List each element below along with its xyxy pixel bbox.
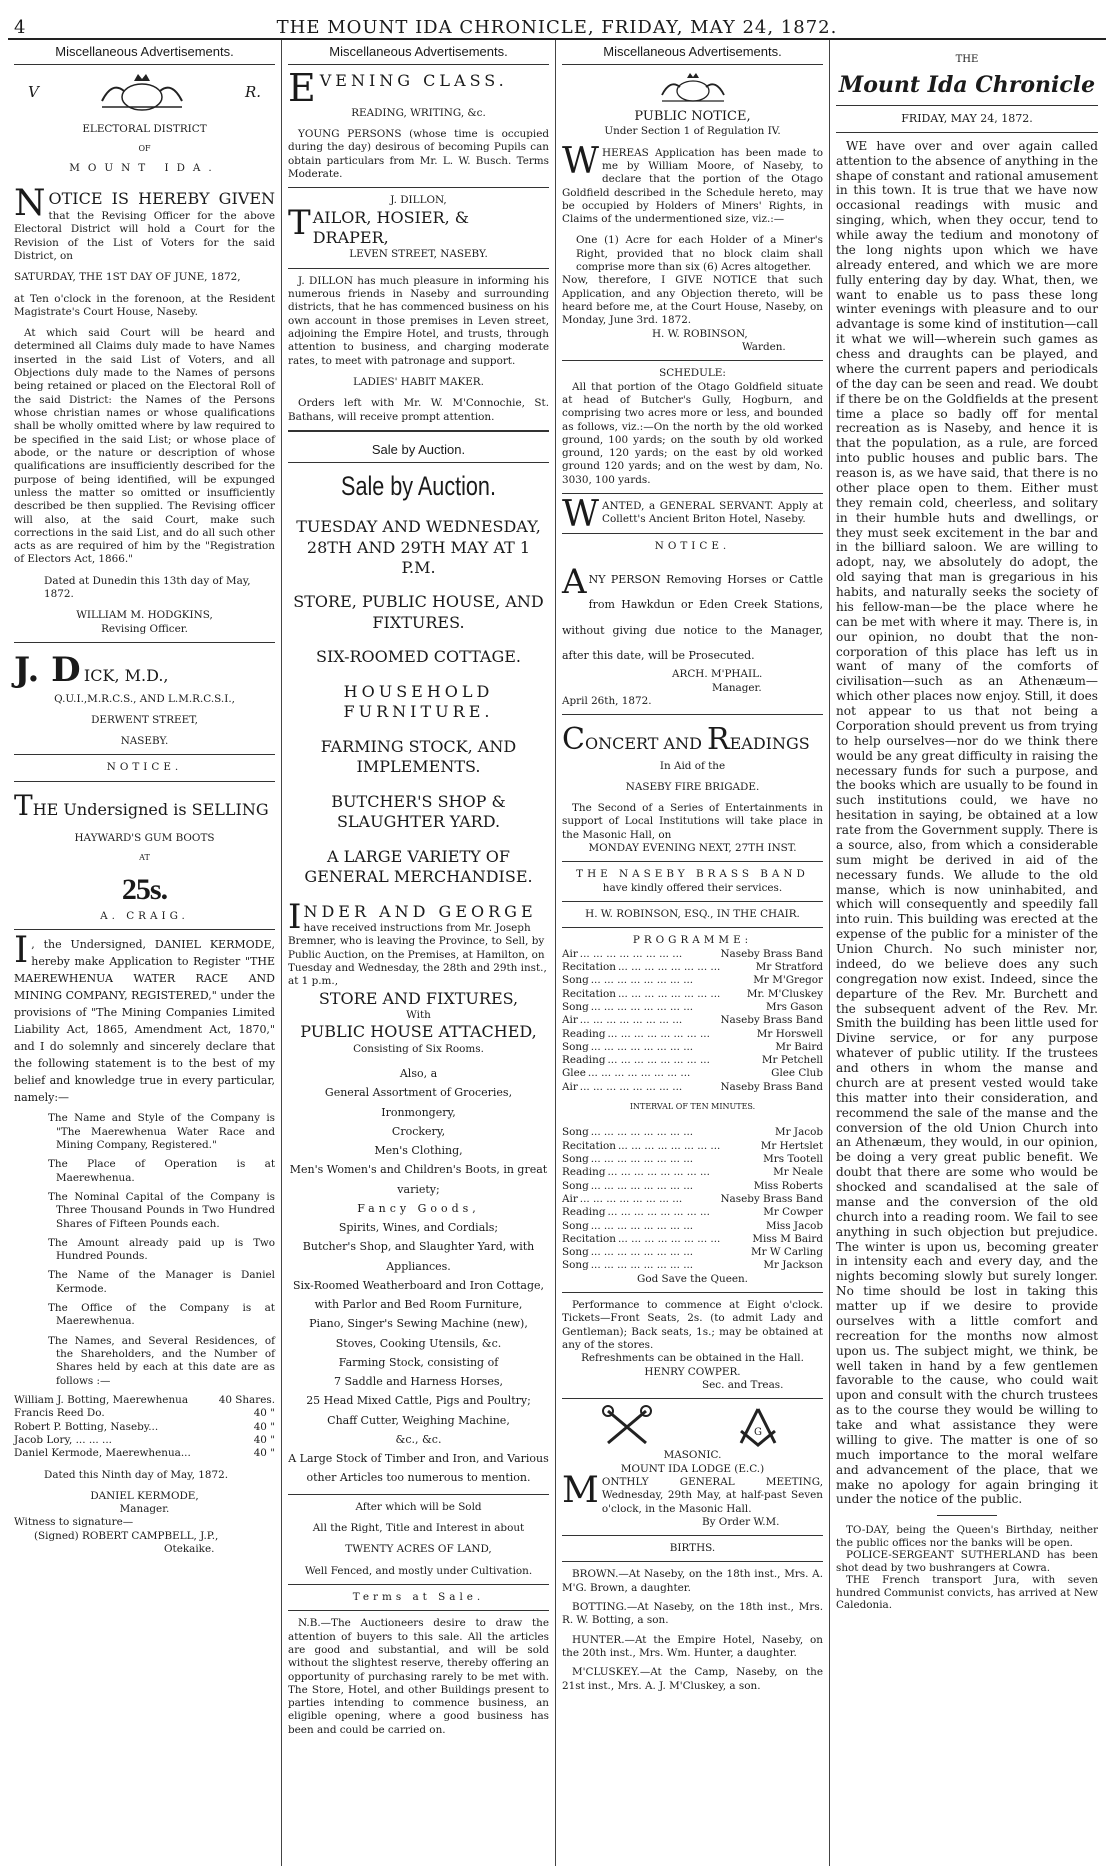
public-heading: PUBLIC NOTICE, bbox=[634, 108, 751, 124]
shareholder: Francis Reed Do. bbox=[14, 1407, 105, 1420]
list-item: Butcher's Shop, and Slaughter Yard, with Appliances. bbox=[302, 1240, 535, 1273]
item-performer: Naseby Brass Band bbox=[720, 1014, 823, 1027]
news-brief: POLICE-SERGEANT SUTHERLAND has been shot dead by two bushrangers at Cowra. bbox=[836, 1549, 1098, 1574]
list-item: Spirits, Wines, and Cordials; bbox=[338, 1221, 499, 1235]
page-masthead bbox=[8, 10, 1106, 40]
firm-name: NDER AND GEORGE bbox=[303, 901, 537, 921]
svg-text:G: G bbox=[753, 1427, 762, 1439]
kermode-cap: I bbox=[14, 929, 29, 971]
electoral-of: OF bbox=[138, 143, 151, 153]
dick-quals: Q.U.I.,M.R.C.S., AND L.M.R.C.S.I., bbox=[54, 692, 235, 705]
boots-line1: HE Undersigned is SELLING bbox=[32, 799, 269, 819]
births-heading: BIRTHS. bbox=[669, 1542, 716, 1555]
boots-seller: A. CRAIG. bbox=[100, 909, 189, 922]
auction-intro: have received instructions from Mr. Joseph Bremner, who is leaving the Province, to Sell, by Public Auction, on the Premises, at Hamilton, on Tuesday and Wednesday, the 28th and 29th inst., at 1 p.m., bbox=[288, 922, 547, 988]
item-performer: Mr. M'Cluskey bbox=[746, 987, 823, 1000]
kermode-signer: DANIEL KERMODE, bbox=[90, 1489, 199, 1502]
programme-end: God Save the Queen. bbox=[637, 1272, 748, 1285]
horses-cap: A bbox=[562, 562, 587, 602]
concert-brigade: NASEBY FIRE BRIGADE. bbox=[625, 780, 760, 793]
item-performer: Mr Hertslet bbox=[760, 1139, 823, 1152]
royal-crest bbox=[14, 71, 275, 115]
list-item: The Place of Operation is at Maerewhenua. bbox=[48, 1158, 275, 1184]
list-item bbox=[562, 1180, 823, 1193]
item-kind: Song bbox=[562, 1246, 589, 1259]
item-kind: Air bbox=[562, 1192, 578, 1205]
crossed-keys-icon bbox=[602, 1405, 652, 1449]
column-1 bbox=[8, 40, 282, 1866]
item-performer: Mr Jackson bbox=[763, 1259, 823, 1272]
shares: 40 " bbox=[253, 1433, 275, 1446]
chronicle-title: Mount Ida Chronicle bbox=[838, 72, 1096, 99]
page-number: 4 bbox=[14, 17, 26, 38]
kermode-intro: , the Undersigned, DANIEL KERMODE, hereby make Application to Register "THE MAEREWHENUA WATER RACE AND MINING COMPANY, REGISTERED," under the provisions of "The Mining Companies Limited Liability Act, 1865, Amendment Act, 1870," and I do solemnly and sincerely declare that the following statement is to the best of my belief and knowledge true in every particular, namely:— bbox=[14, 937, 275, 1105]
section-header: Sale by Auction. bbox=[288, 438, 549, 463]
dillon-name: J. DILLON, bbox=[390, 194, 447, 207]
item-kind: Song bbox=[562, 974, 589, 987]
news-brief: TO-DAY, being the Queen's Birthday, neither the public offices nor the banks will be open. bbox=[836, 1524, 1098, 1549]
dillon-orders: Orders left with Mr. W. M'Connochie, St. Bathans, will receive prompt attention. bbox=[288, 397, 549, 423]
public-acre: One (1) Acre for each Holder of a Miner's Right, provided that no block claim shall comprise more than six (6) Acres altogether. bbox=[576, 234, 823, 274]
item-kind: Reading bbox=[562, 1054, 606, 1067]
kermode-list bbox=[14, 1112, 275, 1388]
list-item: Also, a bbox=[399, 1067, 438, 1081]
witness-line: Witness to signature— bbox=[14, 1516, 134, 1529]
list-item: 25 Head Mixed Cattle, Pigs and Poultry; bbox=[306, 1394, 531, 1408]
public-cap: W bbox=[562, 140, 600, 182]
evening-body: YOUNG PERSONS (whose time is occupied during the day) desirous of becoming Pupils can obtain particulars from Mr. L. W. Busch. Terms Moderate. bbox=[288, 127, 549, 180]
list-item: The Amount already paid up is Two Hundred Pounds. bbox=[48, 1236, 275, 1263]
signer: WILLIAM M. HODGKINS, bbox=[76, 609, 213, 622]
auction-title: All the Right, Title and Interest in about bbox=[312, 1522, 525, 1535]
item-kind: Song bbox=[562, 1040, 589, 1053]
item-performer: Mr Stratford bbox=[755, 960, 823, 973]
auction-rooms: Consisting of Six Rooms. bbox=[353, 1042, 484, 1055]
court-body: At which said Court will be heard and determined all Claims duly made to have Names inserted in the said List of Voters, and all Objections duly made to the Names of persons being retained or placed on the Electoral Roll of the said District: the Names of the Persons whose christian names or whose qualifications shall be wholly omitted where by law required to be specified in the said List; or whose place of abode, or the nature or description of whose qualifications are insufficiently described for the purpose of being identified, will be expunged unless the matter so omitted or insufficiently described be then supplied. The Revising officer will also, at the said Court, make such corrections in the said List, and do all such other acts as are required of him by the "Registration of Electors Act, 1866." bbox=[14, 327, 275, 566]
concert-band: THE NASEBY BRASS BAND bbox=[576, 868, 809, 881]
list-item bbox=[562, 961, 823, 974]
auction-fenced: Well Fenced, and mostly under Cultivation. bbox=[304, 1564, 533, 1577]
boots-price: 25s. bbox=[121, 873, 168, 907]
item-performer: Naseby Brass Band bbox=[720, 947, 823, 960]
item-performer: Glee Club bbox=[771, 1067, 823, 1080]
list-item bbox=[562, 1054, 823, 1067]
concert-aid: In Aid of the bbox=[659, 759, 726, 772]
masonic-cap: M bbox=[562, 1469, 599, 1511]
list-item bbox=[562, 1246, 823, 1259]
concert-perf: Performance to commence at Eight o'clock. Tickets—Front Seats, 2s. (to admit Lady and Gentleman); Back seats, 1s.; may be obtained at any of the stores. bbox=[562, 1299, 823, 1351]
item-kind: Song bbox=[562, 1126, 589, 1139]
auction-lot: SIX-ROOMED COTTAGE. bbox=[316, 647, 521, 667]
auction-dates: TUESDAY AND WEDNESDAY, 28TH AND 29TH MAY AT 1 P.M. bbox=[296, 517, 541, 577]
square-compass-icon bbox=[733, 1405, 783, 1449]
section-header: Miscellaneous Advertisements. bbox=[14, 40, 275, 65]
chronicle-date: FRIDAY, MAY 24, 1872. bbox=[901, 112, 1033, 126]
item-performer: Mr W Carling bbox=[751, 1246, 823, 1259]
wanted-cap: W bbox=[562, 494, 600, 536]
item-kind: Song bbox=[562, 1000, 589, 1013]
auction-lot: BUTCHER'S SHOP & SLAUGHTER YARD. bbox=[331, 791, 506, 832]
concert-chair: H. W. ROBINSON, ESQ., IN THE CHAIR. bbox=[585, 908, 800, 921]
auction-heading: Sale by Auction. bbox=[341, 470, 496, 501]
list-item bbox=[562, 1233, 823, 1246]
list-item: The Nominal Capital of the Company is Three Thousand Pounds in Two Hundred Shares of Fifteen Pounds each. bbox=[48, 1190, 275, 1230]
boots-cap: T bbox=[14, 788, 33, 822]
item-kind: Air bbox=[562, 947, 578, 960]
dated-line: Dated at Dunedin this 13th day of May, 1872. bbox=[44, 574, 251, 601]
dick-street: DERWENT STREET, bbox=[91, 713, 198, 726]
list-item bbox=[562, 974, 823, 987]
list-item bbox=[562, 948, 823, 961]
notice-heading: OTICE IS HEREBY GIVEN bbox=[48, 189, 275, 209]
list-item bbox=[562, 1001, 823, 1014]
horses-notice: NOTICE. bbox=[654, 539, 731, 552]
public-body: HEREAS Application has been made to me by William Moore, of Naseby, to declare that the portion of the Otago Goldfield described in the Schedule hereto, may be occupied by Holders of Miners' Rights, in Claims of the undermentioned size, viz.:— bbox=[562, 146, 823, 226]
shareholder: Robert P. Botting, Naseby... bbox=[14, 1420, 159, 1433]
item-kind: Song bbox=[562, 1179, 589, 1192]
item-kind: Reading bbox=[562, 1166, 606, 1179]
table-row bbox=[14, 1447, 275, 1460]
list-item: The Names, and Several Residences, of the Shareholders, and the Number of Shares held by each at this date are as follows :— bbox=[48, 1334, 275, 1387]
auction-ph: PUBLIC HOUSE ATTACHED, bbox=[300, 1022, 537, 1042]
list-item bbox=[562, 1081, 823, 1094]
auction-lot: HOUSEHOLD FURNITURE. bbox=[343, 681, 494, 722]
list-item: Men's Clothing, bbox=[374, 1144, 463, 1158]
list-item bbox=[562, 1067, 823, 1080]
public-sub: Under Section 1 of Regulation IV. bbox=[604, 125, 781, 138]
item-performer: Naseby Brass Band bbox=[720, 1192, 823, 1205]
list-item: The Office of the Company is at Maerewhenua. bbox=[48, 1302, 275, 1328]
public-now: Now, therefore, I GIVE NOTICE that such Application, and any Objection thereto, will be heard before me, at the Court House, Naseby, on Monday, June 3rd. 1872. bbox=[562, 274, 823, 327]
programme-interval: INTERVAL OF TEN MINUTES. bbox=[629, 1102, 756, 1112]
programme-heading: PROGRAMME: bbox=[632, 934, 753, 947]
programme-part1 bbox=[562, 948, 823, 1094]
shareholder: Daniel Kermode, Maerewhenua... bbox=[14, 1447, 191, 1460]
editorial-body: WE have over and over again called attention to the absence of anything in the shape of constant and rational amusement in this town. It is true that we have now occasional readings with music and singing, which, when they occur, tend to while away the tedium and monotony of the long nights upon which we have already entered, and which we are more fully entering day by day. What, then, we want to enable us to pass these long winter evenings with pleasure and to our advantage is some kind of institution—call it what we will—wherein such games as chess and draughts can be played, and where the current papers and periodicals of the day can be seen and read. We doubt if there be on the Goldfields at the present time a place so badly off for mental recreation as is Naseby, and hence it is that the population, as a rule, are forced into public houses and public bars. The reason is, as we have said, that there is no other place open to them. Either must they remain cold, cheerless, and solitary in their humble huts and dwellings, or they must seek excitement in the bar and in the billiard saloon. We are willing to adopt, nay, we absolutely do adopt, the old saying that man is gregarious in his habits, and naturally seeks the society of his fellow-man—be the place where he can be met with where it may. There is, in our opinion, no doubt that the non-corporation of this place has left us in want of many of the comforts of civilisation—such as an Athenæum—which other places now enjoy. Still, it does not appear to us that not being a Corporation should prevent us from trying to help ourselves—nor do we think there would be any great difficulty in raising the necessary funds for such a purpose, and the books which are usually to be found in such institutions could, we have no hesitation in saying, be obtained at a low rate from the Government supply. There is a source, also, from which a considerable sum might be derived in aid of the necessary funds. We allude to the old manse, which is now uninhabited, and which will consequently and speedily fall into ruin. This building was erected at the expense of the public for a minister of the Union Church. No such minister nor, indeed, do we believe does any such congregation now exist. Indeed, since the departure of the Rev. Mr. Burchett and the subsequent advent of the Rev. Mr. Smith the building has been little used for Divine service, or for any purpose whatever of public utility. If the trustees and others in whom the manse and church are at present vested would take this matter into their consideration, and recommend the sale of the manse and the conversion of the old Union Church into an Athenæum, they would, in our opinion, be doing a very great public benefit. We doubt that there are some who would be shocked and scandalised at the sale of manse and the conversion of the old church into a reading room. We fail to see anything in such objection but prejudice. The winter is upon us, becoming greater in intensity each and every day, and the nights becoming slowly but surely longer. No time should be lost in taking this matter up if we desire to provide ourselves with a little comfort and recreation for the months now almost upon us. The subject might, we think, be well taken in hand by a few gentlemen favorable to the cause, who could wait upon and consult with the church trustees as to the course they would be willing to take and what assistance they were willing to give. The matter is one of so much importance to the moral welfare and advancement of the place, that we make no apology for again bringing it under the notice of the public. bbox=[836, 138, 1098, 1507]
horses-title: Manager. bbox=[712, 681, 762, 694]
list-item: A Large Stock of Timber and Iron, and Various other Articles too numerous to mention. bbox=[288, 1452, 549, 1485]
list-item: General Assortment of Groceries, Ironmongery, bbox=[324, 1086, 513, 1119]
column-2 bbox=[282, 40, 556, 1866]
item-performer: Miss Roberts bbox=[753, 1179, 823, 1192]
crest-icon bbox=[648, 71, 738, 105]
auction-acres: TWENTY ACRES OF LAND, bbox=[345, 1543, 492, 1556]
concert-cap: C bbox=[562, 722, 585, 758]
item-performer: Miss M Baird bbox=[752, 1232, 823, 1245]
evening-cap: E bbox=[288, 65, 316, 110]
table-row bbox=[14, 1434, 275, 1447]
list-item: Six-Roomed Weatherboard and Iron Cottage, with Parlor and Bed Room Furniture, bbox=[292, 1278, 545, 1312]
auction-with: With bbox=[406, 1009, 431, 1022]
masthead-title: THE MOUNT IDA CHRONICLE, FRIDAY, MAY 24, 1872. bbox=[276, 17, 838, 38]
auction-lot: STORE, PUBLIC HOUSE, AND FIXTURES. bbox=[293, 592, 544, 632]
list-item bbox=[562, 1140, 823, 1153]
list-item: 7 Saddle and Harness Horses, bbox=[334, 1375, 503, 1389]
list-item bbox=[562, 1220, 823, 1233]
horses-signer: ARCH. M'PHAIL. bbox=[672, 668, 763, 681]
birth-notice: BOTTING.—At Naseby, on the 18th inst., Mrs. R. W. Botting, a son. bbox=[562, 1601, 823, 1627]
list-item: Crockery, bbox=[391, 1124, 446, 1138]
list-item bbox=[562, 988, 823, 1001]
item-performer: Naseby Brass Band bbox=[720, 1080, 823, 1093]
list-item: &c., &c. bbox=[395, 1432, 442, 1446]
kermode-title: Manager. bbox=[119, 1503, 170, 1516]
auction-lot: FARMING STOCK, AND IMPLEMENTS. bbox=[320, 736, 517, 777]
birth-notice: BROWN.—At Naseby, on the 18th inst., Mrs. A. M'G. Brown, a daughter. bbox=[562, 1568, 823, 1594]
item-performer: Mr Horswell bbox=[756, 1027, 823, 1040]
list-item bbox=[562, 1193, 823, 1206]
horses-body: NY PERSON Removing Horses or Cattle from Hawkdun or Eden Creek Stations, without giving due notice to the Manager, after this date, will be Prosecuted. bbox=[562, 573, 823, 662]
columns bbox=[8, 40, 1106, 1866]
public-signer-title: Warden. bbox=[742, 340, 786, 353]
list-item: The Name and Style of the Company is "The Maerewhenua Water Race and Mining Company, Registered." bbox=[48, 1112, 275, 1151]
boots-line2: HAYWARD'S GUM BOOTS bbox=[74, 831, 215, 844]
section-header: Miscellaneous Advertisements. bbox=[288, 40, 549, 65]
item-kind: Glee bbox=[562, 1067, 586, 1080]
readings-cap: R bbox=[707, 722, 730, 758]
notice-body: that the Revising Officer for the above Electoral District will hold a Court for the Revision of the List of Voters for the said District, on bbox=[14, 209, 275, 262]
shares: 40 " bbox=[253, 1407, 275, 1420]
item-performer: Mr Cowper bbox=[763, 1206, 823, 1219]
dick-town: NASEBY. bbox=[120, 735, 169, 748]
concert-title: Sec. and Treas. bbox=[702, 1378, 784, 1391]
news-briefs bbox=[836, 1524, 1098, 1611]
dillon-street: LEVEN STREET, NASEBY. bbox=[349, 248, 488, 261]
list-item: Chaff Cutter, Weighing Machine, bbox=[327, 1413, 510, 1427]
court-time: at Ten o'clock in the forenoon, at the Resident Magistrate's Court House, Naseby. bbox=[14, 292, 275, 318]
chronicle-the: THE bbox=[955, 54, 979, 65]
programme-part2 bbox=[562, 1126, 823, 1272]
vr-left: V bbox=[28, 83, 39, 102]
electoral-heading: ELECTORAL DISTRICT bbox=[82, 122, 207, 135]
item-kind: Song bbox=[562, 1152, 589, 1165]
concert-h2: EADINGS bbox=[729, 734, 810, 754]
masonic-body: ONTHLY GENERAL MEETING, Wednesday, 29th May, at half-past Seven o'clock, in the Masonic Hall. bbox=[601, 1475, 823, 1515]
dillon-heading: AILOR, HOSIER, & DRAPER, bbox=[312, 207, 470, 247]
masonic-heading: MASONIC. bbox=[663, 1449, 722, 1462]
dillon-body: J. DILLON has much pleasure in informing his numerous friends in Naseby and surrounding districts, that he has commenced business on his own account in those premises in Leven street, adjoining the Empire Hotel, and trusts, through attention to business, and charging moderate rates, to meet with patronage and support. bbox=[288, 274, 549, 367]
vr-right: R. bbox=[244, 83, 261, 102]
shares: 40 " bbox=[253, 1447, 275, 1460]
signed-place: Otekaike. bbox=[164, 1543, 215, 1556]
table-row bbox=[14, 1421, 275, 1434]
list-item bbox=[562, 1259, 823, 1272]
shares-table bbox=[14, 1394, 275, 1461]
item-performer: Mr Baird bbox=[775, 1040, 823, 1053]
masonic-emblems bbox=[562, 1405, 823, 1449]
signed-line: (Signed) ROBERT CAMPBELL, J.P., bbox=[34, 1529, 219, 1542]
concert-h1: ONCERT AND bbox=[584, 734, 707, 754]
editorial bbox=[836, 139, 1098, 1508]
item-kind: Song bbox=[562, 1219, 589, 1232]
concert-intro: The Second of a Series of Entertainments in support of Local Institutions will take place in the Masonic Hall, on bbox=[562, 802, 823, 841]
auction-nb: N.B.—The Auctioneers desire to draw the attention of buyers to this sale. All the articles are good and substantial, and will be sold without the slightest reserve, thereby offering an opportunity of purchasing rarely to be met with. The Store, Hotel, and other Buildings present to parties intending to commence business, an eligible opening, where a good business has been and could be carried on. bbox=[288, 1617, 549, 1736]
auction-lot: A LARGE VARIETY OF GENERAL MERCHANDISE. bbox=[304, 846, 533, 887]
auction-store: STORE AND FIXTURES, bbox=[318, 988, 519, 1008]
masonic-lodge: MOUNT IDA LODGE (E.C.) bbox=[620, 1462, 765, 1475]
dillon-cap: T bbox=[288, 202, 311, 243]
public-signer: H. W. ROBINSON, bbox=[652, 327, 748, 340]
dick-name: ICK, M.D., bbox=[83, 666, 169, 686]
birth-notice: HUNTER.—At the Empire Hotel, Naseby, on the 20th inst., Mrs. Wm. Hunter, a daughter. bbox=[562, 1633, 823, 1659]
auction-list bbox=[288, 1064, 549, 1488]
schedule-heading: SCHEDULE: bbox=[659, 367, 726, 380]
boots-notice: NOTICE. bbox=[106, 761, 183, 774]
item-performer: Mr Jacob bbox=[775, 1126, 823, 1139]
shareholder: William J. Botting, Maerewhenua bbox=[14, 1393, 189, 1406]
evening-heading: VENING CLASS. bbox=[319, 70, 508, 90]
list-item: Piano, Singer's Sewing Machine (new), Stoves, Cooking Utensils, &c. bbox=[309, 1317, 528, 1350]
table-row bbox=[14, 1394, 275, 1407]
item-kind: Recitation bbox=[562, 1139, 616, 1152]
list-item bbox=[562, 1028, 823, 1041]
item-kind: Reading bbox=[562, 1206, 606, 1219]
concert-band2: have kindly offered their services. bbox=[602, 881, 783, 894]
list-item bbox=[562, 1206, 823, 1219]
list-item: Farming Stock, consisting of bbox=[338, 1355, 499, 1369]
list-item bbox=[562, 1014, 823, 1027]
court-date: SATURDAY, THE 1ST DAY OF JUNE, 1872, bbox=[14, 271, 241, 284]
item-performer: Mr Petchell bbox=[761, 1054, 823, 1067]
drop-cap: N bbox=[14, 183, 46, 225]
concert-when: MONDAY EVENING NEXT, 27TH INST. bbox=[588, 842, 797, 855]
section-header: Miscellaneous Advertisements. bbox=[562, 40, 823, 65]
boots-at: AT bbox=[139, 852, 150, 862]
shareholder: Jacob Lory, ... ... ... bbox=[14, 1433, 112, 1446]
schedule-body: All that portion of the Otago Goldfield situate at head of Butcher's Gully, Hogburn, and comprising two acres more or less, and bounded as follows, viz.:—On the north by the old worked ground, 100 yards; on the south by old worked ground, 120 yards; on the east by old worked ground 120 yards; and on the west by dam, No. 3030, 100 yards. bbox=[562, 380, 823, 486]
item-performer: Mr M'Gregor bbox=[753, 974, 823, 987]
news-brief: THE French transport Jura, with seven hundred Communist convicts, has arrived at New Caledonia. bbox=[836, 1574, 1098, 1612]
firm-cap: I bbox=[288, 896, 302, 937]
list-item: Men's Women's and Children's Boots, in great variety; bbox=[289, 1163, 548, 1196]
list-item bbox=[562, 1126, 823, 1139]
crest-icon bbox=[82, 71, 202, 115]
concert-refresh: Refreshments can be obtained in the Hall. bbox=[581, 1352, 804, 1365]
item-kind: Recitation bbox=[562, 987, 616, 1000]
kermode-dated: Dated this Ninth day of May, 1872. bbox=[44, 1468, 229, 1481]
shares: 40 Shares. bbox=[218, 1393, 275, 1406]
auction-after: After which will be Sold bbox=[355, 1500, 482, 1513]
horses-date: April 26th, 1872. bbox=[562, 694, 652, 707]
evening-sub: READING, WRITING, &c. bbox=[351, 106, 486, 119]
item-kind: Air bbox=[562, 1080, 578, 1093]
item-performer: Mrs Gason bbox=[765, 1000, 823, 1013]
auction-terms: Terms at Sale. bbox=[352, 1590, 485, 1603]
item-performer: Miss Jacob bbox=[765, 1219, 823, 1232]
dillon-habit: LADIES' HABIT MAKER. bbox=[353, 375, 484, 388]
item-kind: Air bbox=[562, 1014, 578, 1027]
item-kind: Recitation bbox=[562, 960, 616, 973]
dick-cap: J. D bbox=[14, 650, 81, 691]
list-item bbox=[562, 1041, 823, 1054]
item-performer: Mr Neale bbox=[773, 1166, 823, 1179]
concert-signer: HENRY COWPER. bbox=[644, 1365, 741, 1378]
list-item bbox=[562, 1166, 823, 1179]
signer-title: Revising Officer. bbox=[101, 622, 188, 635]
masonic-order: By Order W.M. bbox=[702, 1515, 780, 1528]
list-item: Fancy Goods, bbox=[357, 1201, 480, 1215]
electoral-district-name: MOUNT IDA. bbox=[69, 162, 220, 175]
table-row bbox=[14, 1407, 275, 1420]
item-kind: Reading bbox=[562, 1027, 606, 1040]
wanted-body: ANTED, a GENERAL SERVANT. Apply at Collett's Ancient Briton Hotel, Naseby. bbox=[602, 500, 823, 526]
item-kind: Song bbox=[562, 1259, 589, 1272]
list-item bbox=[562, 1153, 823, 1166]
shares: 40 " bbox=[253, 1420, 275, 1433]
birth-notice: M'CLUSKEY.—At the Camp, Naseby, on the 21st inst., Mrs. A. J. M'Cluskey, a son. bbox=[562, 1666, 823, 1692]
column-3 bbox=[556, 40, 830, 1866]
item-kind: Recitation bbox=[562, 1232, 616, 1245]
list-item: The Name of the Manager is Daniel Kermode. bbox=[48, 1269, 275, 1295]
item-performer: Mrs Tootell bbox=[763, 1152, 823, 1165]
column-4 bbox=[830, 40, 1104, 1866]
